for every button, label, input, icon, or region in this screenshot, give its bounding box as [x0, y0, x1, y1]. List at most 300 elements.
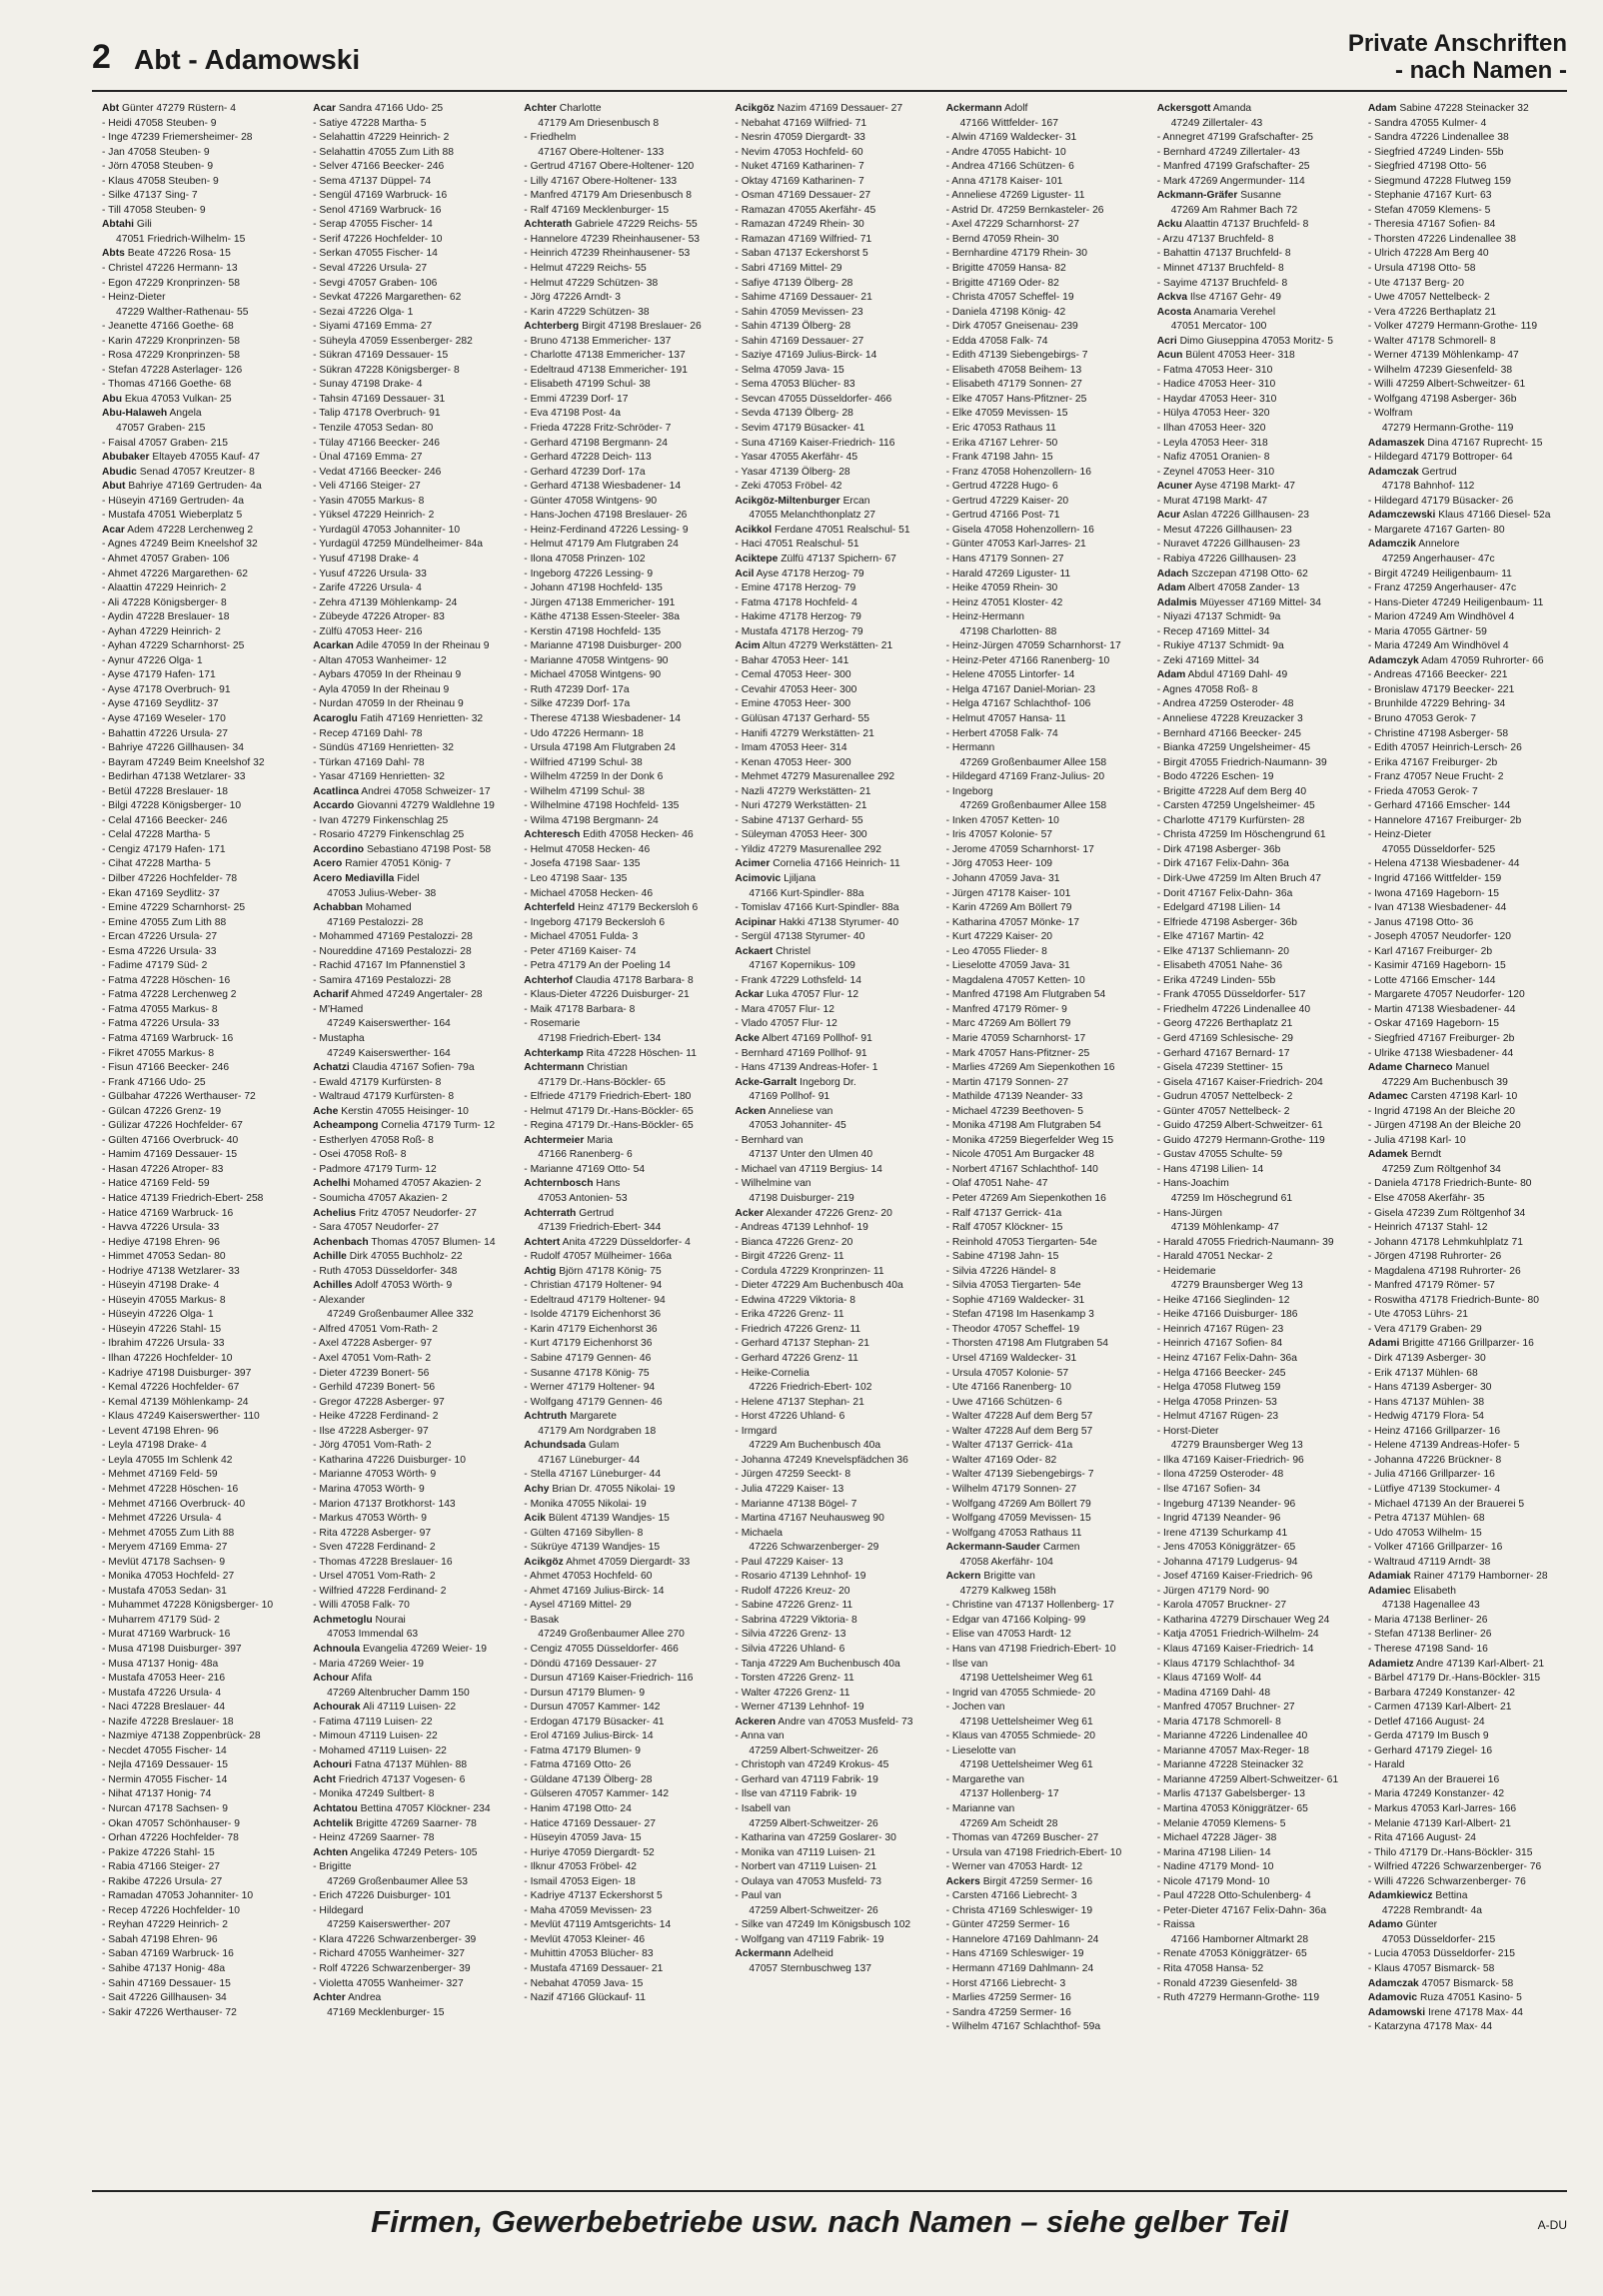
entry-detail: 47057 Graben- 215	[116, 423, 206, 435]
directory-entry	[735, 1148, 933, 1163]
directory-entry	[735, 1032, 933, 1047]
directory-entry	[1368, 756, 1567, 771]
entry-surname: Acheampong	[313, 1120, 379, 1132]
directory-entry	[313, 654, 512, 669]
entry-detail: 47269 Großenbaumer Allee 53	[327, 1875, 468, 1887]
directory-entry	[102, 291, 301, 306]
entry-detail: Annelore	[1418, 539, 1460, 551]
directory-entry	[735, 988, 933, 1003]
entry-detail: - Klaus 47179 Schlachthof- 34	[1156, 1658, 1295, 1670]
directory-entry	[735, 1454, 933, 1469]
entry-detail: 47269 Altenbrucher Damm 150	[327, 1687, 470, 1699]
directory-entry	[1368, 524, 1567, 539]
entry-detail: - Serap 47055 Fischer- 14	[313, 219, 433, 231]
entry-detail: - Gülten 47169 Sibyllen- 8	[524, 1527, 644, 1539]
directory-entry	[524, 277, 723, 292]
entry-detail: - Mustafa 47053 Sedan- 31	[102, 1585, 227, 1597]
directory-entry	[102, 1744, 301, 1759]
entry-surname: Achtatou	[313, 1802, 358, 1814]
directory-entry	[524, 495, 723, 510]
entry-detail: Abdul 47169 Dahl- 49	[1187, 669, 1288, 681]
directory-entry	[1368, 1163, 1567, 1178]
directory-entry	[313, 785, 512, 800]
entry-detail: - Thorsten 47198 Am Flutgraben 54	[945, 1338, 1108, 1350]
directory-entry	[1368, 306, 1567, 321]
directory-entry	[1368, 814, 1567, 829]
entry-surname: Achtruth	[524, 1411, 568, 1423]
directory-entry	[946, 146, 1145, 161]
entry-detail: - Oskar 47169 Hageborn- 15	[1367, 1018, 1499, 1030]
entry-detail: - Sabrina 47229 Viktoria- 8	[735, 1614, 857, 1626]
entry-detail: - Mark 47057 Hans-Pfitzner- 25	[945, 1047, 1090, 1059]
entry-surname: Acikkol	[735, 524, 773, 536]
entry-detail: - Yurdagül 47259 Mündelheimer- 84a	[313, 539, 483, 551]
entry-detail: - Bernhard 47169 Pollhof- 91	[735, 1047, 867, 1059]
entry-detail: - Sevgi 47057 Graben- 106	[313, 277, 438, 289]
entry-detail: - Döndü 47169 Dessauer- 27	[524, 1658, 658, 1670]
directory-entry	[313, 1119, 512, 1134]
directory-entry	[524, 712, 723, 727]
directory-entry	[946, 770, 1145, 785]
entry-detail: - Ekan 47169 Seydlitz- 37	[102, 887, 220, 899]
directory-entry	[1157, 1687, 1356, 1702]
entry-surname: Acim	[735, 640, 761, 652]
entry-detail: - Lucia 47053 Düsseldorfer- 215	[1367, 1948, 1515, 1960]
directory-entry	[524, 1367, 723, 1382]
directory-entry	[735, 422, 933, 437]
entry-detail: - Güldane 47139 Ölberg- 28	[524, 1773, 653, 1785]
entry-surname: Acku	[1156, 219, 1182, 231]
entry-detail: - Silke 47137 Sing- 7	[102, 190, 198, 202]
entry-detail: 47051 Mercator- 100	[1170, 321, 1267, 333]
directory-entry	[946, 247, 1145, 262]
entry-detail: Alaattin 47137 Bruchfeld- 8	[1184, 219, 1309, 231]
directory-entry	[735, 814, 933, 829]
directory-entry	[313, 364, 512, 379]
directory-entry	[1157, 378, 1356, 393]
directory-entry	[1157, 1556, 1356, 1571]
directory-entry	[524, 756, 723, 771]
directory-entry	[313, 1991, 512, 2006]
directory-entry	[102, 1628, 301, 1643]
entry-detail: - Brigitte	[313, 1861, 352, 1873]
entry-detail: - Ingrid 47139 Neander- 96	[1156, 1513, 1281, 1525]
directory-entry	[313, 1527, 512, 1542]
entry-detail: - Bärbel 47179 Dr.-Hans-Böckler- 315	[1367, 1673, 1541, 1685]
directory-entry	[1368, 1628, 1567, 1643]
entry-detail: - Helene 47055 Lintorfer- 14	[945, 669, 1075, 681]
entry-detail: - Alaattin 47229 Heinrich- 2	[102, 582, 227, 594]
directory-entry	[1157, 568, 1356, 582]
directory-entry	[735, 1875, 933, 1890]
directory-entry	[524, 131, 723, 146]
entry-detail: - Werner 47179 Holtener- 94	[524, 1382, 656, 1394]
entry-detail: - Imam 47053 Heer- 314	[735, 742, 847, 754]
entry-detail: Berndt	[1410, 1149, 1442, 1161]
entry-detail: - Herbert 47058 Falk- 74	[945, 727, 1058, 739]
directory-entry	[102, 857, 301, 872]
directory-entry	[524, 1119, 723, 1134]
directory-entry	[524, 959, 723, 974]
directory-entry	[946, 1294, 1145, 1309]
directory-entry	[524, 466, 723, 481]
directory-entry	[102, 1061, 301, 1076]
entry-detail: - Türkan 47169 Dahl- 78	[313, 756, 425, 768]
entry-detail: - Karola 47057 Bruckner- 27	[1156, 1600, 1287, 1612]
entry-surname: Ackern	[945, 1571, 981, 1583]
entry-detail: - Marie 47059 Scharnhorst- 17	[945, 1033, 1086, 1044]
directory-entry	[946, 1090, 1145, 1105]
entry-detail: - Safiye 47139 Ölberg- 28	[735, 277, 853, 289]
entry-detail: - Helga 47166 Beecker- 245	[1156, 1367, 1286, 1379]
entry-detail: - Dursun 47169 Kaiser-Friedrich- 116	[524, 1673, 694, 1685]
entry-detail: Rita 47228 Höschen- 11	[586, 1047, 697, 1059]
entry-detail: - Margarete 47057 Neudorfer- 120	[1367, 989, 1525, 1001]
entry-detail: - Maria 47249 Konstanzer- 42	[1367, 1788, 1505, 1800]
directory-entry	[102, 378, 301, 393]
entry-detail: - Gregor 47228 Asberger- 97	[313, 1396, 445, 1408]
directory-entry	[735, 466, 933, 481]
entry-detail: - Thomas 47228 Breslauer- 16	[313, 1556, 453, 1568]
directory-entry	[102, 1410, 301, 1425]
directory-entry	[1368, 1119, 1567, 1134]
entry-detail: 47139 An der Brauerei 16	[1381, 1773, 1500, 1785]
entry-surname: Adamietz	[1367, 1658, 1414, 1670]
directory-entry	[1157, 117, 1356, 132]
directory-entry	[1368, 1904, 1567, 1919]
entry-detail: - Basak	[524, 1614, 560, 1626]
directory-entry	[1157, 393, 1356, 408]
directory-entry	[1157, 1570, 1356, 1585]
directory-entry	[1157, 1991, 1356, 2006]
directory-entry	[1368, 1570, 1567, 1585]
entry-detail: Ruza 47051 Kasino- 5	[1419, 1992, 1522, 2004]
directory-entry	[735, 1831, 933, 1846]
entry-detail: - Jörg 47053 Heer- 109	[945, 858, 1053, 870]
entry-detail: - Ramazan 47249 Rhein- 30	[735, 219, 864, 231]
directory-entry	[946, 887, 1145, 902]
directory-entry	[313, 712, 512, 727]
entry-detail: - Mevlüt 47053 Kleiner- 46	[524, 1933, 646, 1945]
entry-detail: Carmen	[1042, 1542, 1080, 1554]
entry-detail: 47169 Pollhof- 91	[749, 1091, 830, 1103]
entry-detail: - Manfred 47198 Am Flutgraben 54	[945, 989, 1106, 1001]
directory-entry	[313, 1454, 512, 1469]
entry-detail: - Maria 47138 Berliner- 26	[1367, 1614, 1488, 1626]
entry-detail: - Fatma 47228 Lerchenweg 2	[102, 989, 237, 1001]
directory-entry	[1157, 1163, 1356, 1178]
directory-entry	[102, 770, 301, 785]
entry-detail: - Zarife 47226 Ursula- 4	[313, 582, 422, 594]
directory-entry	[1157, 146, 1356, 161]
directory-entry	[1368, 1947, 1567, 1962]
directory-entry	[524, 1933, 723, 1948]
entry-detail: - Heinz 47051 Kloster- 42	[945, 596, 1063, 608]
directory-entry	[946, 1410, 1145, 1425]
directory-entry	[102, 364, 301, 379]
directory-entry	[735, 1918, 933, 1933]
entry-detail: - Fisun 47166 Beecker- 246	[102, 1062, 230, 1074]
entry-surname: Abut	[102, 481, 126, 493]
directory-entry	[946, 277, 1145, 292]
entry-detail: - Jürgen 47179 Nord- 90	[1156, 1585, 1269, 1597]
directory-columns	[96, 102, 1573, 2100]
directory-entry	[1368, 1439, 1567, 1454]
directory-entry	[1368, 1614, 1567, 1629]
entry-detail: - Ivan 47279 Finkenschlag 25	[313, 814, 449, 826]
entry-detail: - Mevlüt 47178 Sachsen- 9	[102, 1556, 226, 1568]
entry-detail: - Ahmet 47053 Hochfeld- 60	[524, 1571, 653, 1583]
entry-detail: - Heike 47059 Rhein- 30	[945, 582, 1058, 594]
entry-detail: Fatna 47137 Mühlen- 88	[354, 1759, 468, 1771]
entry-detail: - Ilse 47228 Asberger- 97	[313, 1425, 429, 1437]
entry-detail: - Heinrich 47137 Stahl- 12	[1367, 1222, 1488, 1234]
directory-entry	[1368, 712, 1567, 727]
directory-entry	[1157, 1701, 1356, 1716]
entry-surname: Acuner	[1156, 481, 1193, 493]
directory-entry	[313, 1541, 512, 1556]
entry-surname: Acker	[735, 1207, 765, 1219]
entry-detail: - Vera 47226 Berthaplatz 21	[1367, 306, 1497, 318]
directory-entry	[1368, 1192, 1567, 1207]
entry-detail: - Hatice 47139 Friedrich-Ebert- 258	[102, 1193, 264, 1205]
directory-entry	[524, 945, 723, 960]
entry-detail: Dina 47167 Ruprecht- 15	[1427, 437, 1543, 449]
directory-entry	[946, 901, 1145, 916]
directory-entry	[1157, 1483, 1356, 1498]
directory-entry	[524, 1672, 723, 1687]
entry-detail: - Hatice 47169 Dessauer- 27	[524, 1817, 656, 1829]
entry-detail: - Josef 47169 Kaiser-Friedrich- 96	[1156, 1571, 1313, 1583]
directory-entry	[946, 1337, 1145, 1352]
entry-detail: - Ingrid van 47055 Schmiede- 20	[945, 1687, 1095, 1699]
entry-detail: - Edwina 47229 Viktoria- 8	[735, 1294, 856, 1306]
entry-detail: - Marianne 47058 Wintgens- 90	[524, 654, 669, 666]
entry-detail: - Frank 47229 Lothsfeld- 14	[735, 974, 861, 986]
entry-detail: - Recep 47226 Hochfelder- 10	[102, 1904, 240, 1916]
directory-entry	[735, 175, 933, 190]
entry-detail: - Gerd 47169 Schlesische- 29	[1156, 1033, 1293, 1044]
entry-detail: - Ilhan 47226 Hochfelder- 10	[102, 1353, 233, 1365]
entry-surname: Ackermann	[945, 103, 1002, 114]
entry-detail: - Anneliese 47228 Kreuzacker 3	[1156, 712, 1303, 724]
entry-detail: - Gerhard 47228 Deich- 113	[524, 452, 652, 464]
entry-detail: - Nebahat 47169 Wilfried- 71	[735, 117, 867, 129]
directory-entry	[946, 625, 1145, 640]
directory-entry	[946, 1541, 1145, 1556]
directory-entry	[1368, 422, 1567, 437]
entry-detail: - Edda 47058 Falk- 74	[945, 335, 1048, 347]
entry-detail: Bettina	[1435, 1890, 1468, 1902]
directory-entry	[1368, 1003, 1567, 1018]
entry-detail: - Annegret 47199 Grafschafter- 25	[1156, 132, 1313, 144]
entry-detail: - Michael 47228 Jäger- 38	[1156, 1832, 1277, 1844]
entry-detail: 47269 Großenbaumer Allee 158	[959, 756, 1107, 768]
entry-detail: - Nesrin 47059 Diergardt- 33	[735, 132, 865, 144]
directory-entry	[1368, 1134, 1567, 1149]
entry-detail: - Muhittin 47053 Blücher- 83	[524, 1948, 654, 1960]
entry-detail: - Hans 47137 Mühlen- 38	[1367, 1396, 1485, 1408]
directory-entry	[946, 1758, 1145, 1773]
entry-detail: - Haydar 47053 Heer- 310	[1156, 393, 1277, 405]
entry-detail: - Manfred 47199 Grafschafter- 25	[1156, 161, 1310, 173]
entry-surname: Acikgöz	[524, 1556, 564, 1568]
directory-entry	[735, 553, 933, 568]
directory-entry	[735, 291, 933, 306]
directory-entry	[1368, 799, 1567, 814]
entry-surname: Accardo	[313, 800, 355, 812]
directory-entry	[946, 422, 1145, 437]
directory-entry	[1368, 683, 1567, 698]
entry-detail: - Dursun 47057 Kammer- 142	[524, 1702, 661, 1714]
directory-entry	[1157, 654, 1356, 669]
entry-detail: - Joseph 47057 Neudorfer- 120	[1367, 931, 1511, 943]
directory-entry	[946, 799, 1145, 814]
entry-detail: Hans	[596, 1178, 621, 1190]
directory-entry	[102, 160, 301, 175]
entry-detail: - Helga 47058 Prinzen- 53	[1156, 1396, 1277, 1408]
directory-entry	[102, 785, 301, 800]
directory-entry	[102, 988, 301, 1003]
entry-detail: - Willi 47058 Falk- 70	[313, 1600, 410, 1612]
entry-detail: - Hildegard	[313, 1904, 364, 1916]
entry-detail: - Hildegard 47179 Büsacker- 26	[1367, 495, 1514, 507]
entry-detail: - Stefan 47059 Klemens- 5	[1367, 204, 1491, 216]
entry-surname: Acik	[524, 1513, 547, 1525]
directory-entry	[1157, 291, 1356, 306]
entry-detail: - Nermin 47055 Fischer- 14	[102, 1773, 228, 1785]
entry-detail: Birgit 47259 Sermer- 16	[982, 1875, 1093, 1887]
directory-entry	[946, 974, 1145, 989]
directory-entry	[946, 451, 1145, 466]
entry-detail: - Ulrike 47138 Wiesbadener- 44	[1367, 1047, 1514, 1059]
directory-column	[729, 102, 939, 2100]
entry-detail: - Paul 47229 Kaiser- 13	[735, 1556, 843, 1568]
directory-column	[1151, 102, 1362, 2100]
directory-entry	[524, 596, 723, 611]
entry-detail: Friedrich 47137 Vogesen- 6	[338, 1773, 466, 1785]
entry-detail: - Fadime 47179 Süd- 2	[102, 960, 208, 972]
entry-detail: - Recep 47169 Mittel- 34	[1156, 625, 1270, 637]
directory-entry	[524, 1962, 723, 1977]
directory-entry	[313, 1308, 512, 1323]
directory-entry	[735, 1207, 933, 1222]
entry-detail: - Jörg 47051 Vom-Rath- 2	[313, 1440, 432, 1452]
entry-detail: - Hanim 47198 Otto- 24	[524, 1802, 632, 1814]
entry-detail: - Anna 47178 Kaiser- 101	[945, 175, 1063, 187]
directory-entry	[1368, 959, 1567, 974]
directory-entry	[524, 1105, 723, 1120]
directory-entry	[102, 1758, 301, 1773]
entry-detail: - Uwe 47057 Nettelbeck- 2	[1367, 292, 1490, 304]
entry-detail: - Erich 47226 Duisburger- 101	[313, 1890, 452, 1902]
entry-detail: - Recep 47169 Dahl- 78	[313, 727, 423, 739]
entry-detail: - Elfriede 47179 Friedrich-Ebert- 180	[524, 1091, 692, 1103]
directory-entry	[1157, 175, 1356, 190]
entry-detail: - Heinz-Dieter	[102, 292, 166, 304]
entry-detail: - Hadice 47053 Heer- 310	[1156, 379, 1276, 391]
directory-entry	[102, 1860, 301, 1875]
directory-entry	[1157, 349, 1356, 364]
entry-detail: - Jürgen 47178 Kaiser- 101	[945, 887, 1071, 899]
entry-detail: - Günter 47058 Wintgens- 90	[524, 495, 658, 507]
directory-entry	[313, 466, 512, 481]
directory-entry	[1368, 1556, 1567, 1571]
directory-entry	[313, 1701, 512, 1716]
entry-detail: - Sandra 47259 Sermer- 16	[945, 2006, 1071, 2018]
entry-detail: - Elfriede 47198 Asberger- 36b	[1156, 916, 1297, 928]
entry-detail: - Martina 47053 Königgrätzer- 65	[1156, 1802, 1308, 1814]
directory-entry	[946, 320, 1145, 335]
directory-entry	[735, 770, 933, 785]
entry-detail: - Dieter 47239 Bonert- 56	[313, 1367, 430, 1379]
entry-detail: - Heinz-Ferdinand 47226 Lessing- 9	[524, 524, 689, 536]
directory-entry	[946, 1047, 1145, 1062]
directory-entry	[524, 524, 723, 539]
directory-entry	[946, 988, 1145, 1003]
directory-entry	[1157, 1498, 1356, 1513]
directory-entry	[735, 1090, 933, 1105]
entry-detail: - Gudrun 47057 Nettelbeck- 2	[1156, 1091, 1293, 1103]
directory-entry	[1157, 1787, 1356, 1802]
entry-surname: Achille	[313, 1251, 347, 1263]
entry-surname: Ackva	[1156, 292, 1188, 304]
entry-detail: - Franz 47259 Angerhauser- 47c	[1367, 582, 1517, 594]
entry-detail: - Sahin 47139 Ölberg- 28	[735, 321, 851, 333]
directory-entry	[1368, 466, 1567, 481]
entry-detail: - Helga 47167 Daniel-Morian- 23	[945, 683, 1095, 695]
directory-entry	[313, 1831, 512, 1846]
directory-entry	[524, 1236, 723, 1251]
entry-detail: - Ralf 47169 Mecklenburger- 15	[524, 204, 670, 216]
directory-entry	[1157, 1962, 1356, 1977]
entry-surname: Adam	[1156, 669, 1186, 681]
entry-detail: - Therese 47138 Wiesbadener- 14	[524, 712, 681, 724]
directory-entry	[1157, 538, 1356, 553]
entry-detail: - Nejla 47169 Dessauer- 15	[102, 1759, 228, 1771]
entry-detail: - Norbert van 47119 Luisen- 21	[735, 1861, 877, 1873]
directory-entry	[102, 393, 301, 408]
entry-detail: - Christoph van 47249 Krokus- 45	[735, 1759, 889, 1771]
entry-detail: - Helga 47058 Flutweg 159	[1156, 1382, 1281, 1394]
entry-detail: 47053 Düsseldorfer- 215	[1381, 1933, 1496, 1945]
entry-detail: - Erol 47169 Julius-Birck- 14	[524, 1730, 654, 1742]
entry-detail: - Lotte 47166 Emscher- 144	[1367, 974, 1496, 986]
entry-detail: - Paul 47228 Otto-Schulenberg- 4	[1156, 1890, 1311, 1902]
entry-detail: - Sahime 47169 Dessauer- 21	[735, 292, 872, 304]
entry-detail: - Musa 47198 Duisburger- 397	[102, 1643, 242, 1655]
directory-entry	[1368, 1672, 1567, 1687]
entry-detail: Susanne	[1240, 190, 1281, 202]
directory-entry	[946, 407, 1145, 422]
entry-detail: - Tomislav 47166 Kurt-Spindler- 88a	[735, 902, 899, 914]
directory-entry	[102, 102, 301, 117]
directory-entry	[1157, 639, 1356, 654]
directory-entry	[313, 1483, 512, 1498]
directory-entry	[102, 1672, 301, 1687]
entry-detail: - Detlef 47166 August- 24	[1367, 1716, 1485, 1727]
entry-detail: - Michael 47139 An der Brauerei 5	[1367, 1498, 1525, 1510]
directory-entry	[1368, 175, 1567, 190]
entry-detail: Brigitte 47166 Grillparzer- 16	[1402, 1338, 1534, 1350]
entry-detail: Anamaria Verehel	[1193, 306, 1276, 318]
directory-entry	[1157, 1947, 1356, 1962]
entry-detail: Luka 47057 Flur- 12	[766, 989, 859, 1001]
directory-entry	[313, 872, 512, 887]
directory-entry	[1157, 466, 1356, 481]
directory-entry	[1157, 785, 1356, 800]
entry-detail: - Erika 47167 Lehrer- 50	[945, 437, 1058, 449]
